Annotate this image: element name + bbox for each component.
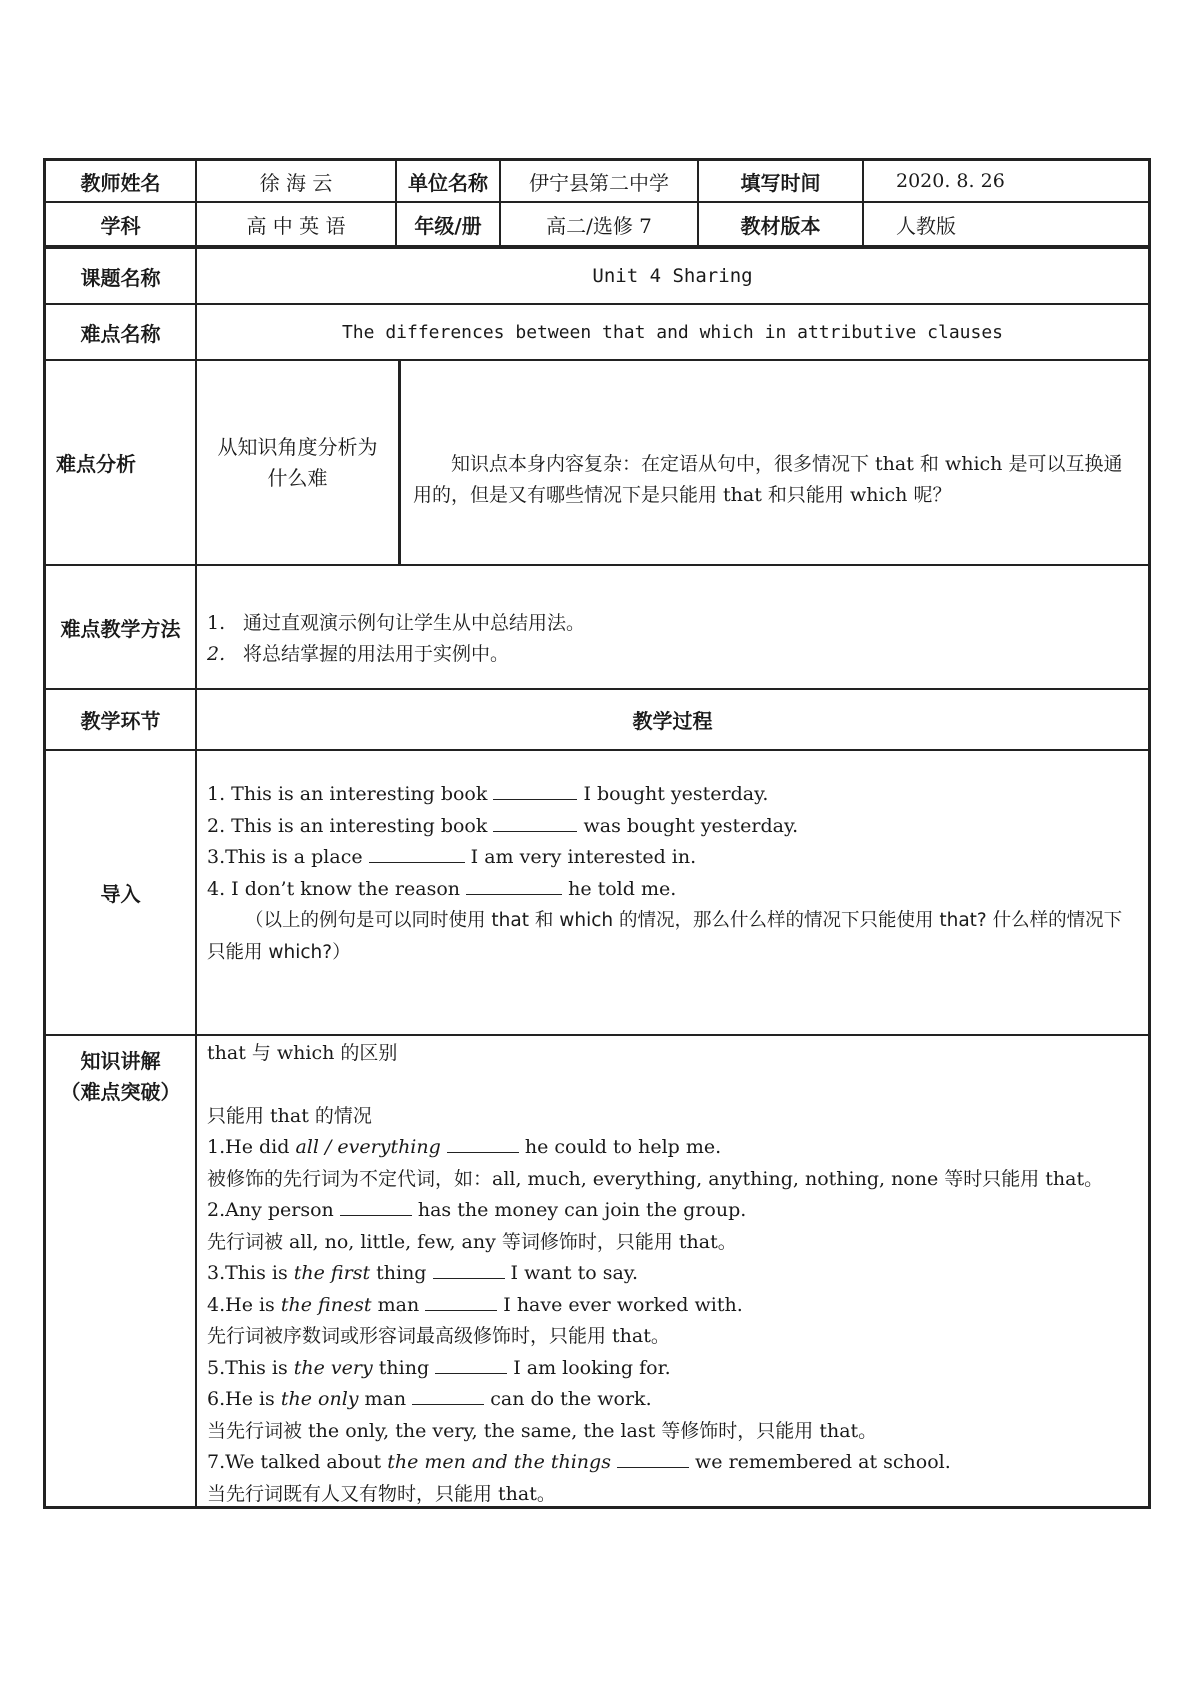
- example-sentence: [207, 1353, 1138, 1385]
- subject-value: 高 中 英 语: [197, 203, 397, 245]
- grammar-rule: 当先行词既有人又有物时，只能用 that。: [207, 1482, 556, 1505]
- difficulty-value: The differences between that and which in attributive clauses: [341, 321, 1004, 343]
- example-emphasis: the first: [293, 1262, 371, 1284]
- example-emphasis: all / everything: [295, 1136, 441, 1158]
- topic-row: [46, 247, 1148, 305]
- teacher-value: 徐 海 云: [197, 161, 397, 201]
- difficulty-label: 难点名称: [46, 305, 197, 359]
- knowledge-content: [197, 1036, 1148, 1506]
- date-label: 填写时间: [699, 161, 864, 201]
- difficulty-row: [46, 305, 1148, 361]
- analysis-label: 难点分析: [46, 361, 197, 564]
- knowledge-label-line: 知识讲解: [80, 1049, 161, 1073]
- example-part: has the money can join the group.: [411, 1199, 747, 1221]
- header-row-1: [46, 161, 1148, 203]
- grammar-rule: 当先行词被 the only, the very, the same, the last 等修饰时，只能用 that。: [207, 1419, 878, 1442]
- example-part: can do the work.: [484, 1388, 652, 1410]
- example-part: he could to help me.: [518, 1136, 722, 1158]
- lesson-plan-table: [43, 158, 1151, 1509]
- answer-blank: [425, 1292, 497, 1311]
- intro-content: [197, 751, 1148, 1034]
- example-emphasis: the very: [293, 1356, 373, 1379]
- example-part: thing: [372, 1356, 436, 1379]
- teacher-label: 教师姓名: [46, 161, 197, 201]
- intro-sentence: [207, 779, 1138, 811]
- example-part: I have ever worked with.: [497, 1293, 743, 1316]
- analysis-text-cell: [401, 361, 1148, 564]
- example-part: 4.He is: [207, 1293, 281, 1316]
- header-row-2: [46, 203, 1148, 247]
- example-emphasis: the men and the things: [387, 1451, 611, 1473]
- spacer: [207, 1070, 1138, 1101]
- answer-blank: [493, 781, 577, 800]
- intro-sentence-part: was bought yesterday.: [577, 814, 799, 837]
- example-sentence: [207, 1447, 1138, 1479]
- answer-blank: [466, 876, 562, 895]
- example-part: 7.We talked about: [207, 1451, 388, 1473]
- intro-row: [46, 751, 1148, 1036]
- method-item: [207, 639, 1138, 670]
- knowledge-row: [46, 1036, 1148, 1506]
- edition-label: 教材版本: [699, 203, 864, 245]
- topic-value: Unit 4 Sharing: [592, 265, 753, 287]
- example-part: 5.This is: [207, 1356, 294, 1379]
- method-item-text: 通过直观演示例句让学生从中总结用法。: [243, 612, 586, 634]
- answer-blank: [493, 813, 577, 832]
- intro-sentence-part: 3.This is a place: [207, 846, 369, 868]
- process-title: 教学过程: [632, 709, 713, 733]
- intro-sentence-part: I am very interested in.: [464, 846, 697, 868]
- topic-label: 课题名称: [46, 249, 197, 303]
- grade-label: 年级/册: [397, 203, 501, 245]
- answer-blank: [369, 844, 465, 863]
- example-part: 3.This is: [207, 1262, 294, 1284]
- method-item: [207, 608, 1138, 639]
- intro-sentence-part: 1. This is an interesting book: [207, 783, 494, 805]
- unit-value: 伊宁县第二中学: [501, 161, 699, 201]
- answer-blank: [435, 1355, 507, 1374]
- example-part: 6.He is: [207, 1388, 281, 1410]
- intro-sentence: [207, 874, 1138, 906]
- method-item-num: 1.: [207, 612, 226, 634]
- example-sentence: [207, 1258, 1138, 1290]
- method-label: 难点教学方法: [46, 566, 197, 688]
- answer-blank: [412, 1386, 484, 1405]
- unit-label: 单位名称: [397, 161, 501, 201]
- analysis-row: [46, 361, 1148, 566]
- intro-sentence-part: he told me.: [562, 877, 677, 900]
- knowledge-label: [46, 1036, 197, 1506]
- example-part: 2.Any person: [207, 1199, 340, 1221]
- grammar-rule: 先行词被 all, no, little, few, any 等词修饰时，只能用 that。: [207, 1230, 737, 1253]
- example-emphasis: the finest: [280, 1293, 372, 1316]
- date-value: 2020. 8. 26: [896, 170, 1005, 192]
- intro-sentence: [207, 842, 1138, 874]
- knowledge-title: that 与 which 的区别: [207, 1042, 398, 1064]
- example-sentence: [207, 1132, 1138, 1164]
- answer-blank: [433, 1260, 505, 1279]
- process-step-label: 教学环节: [46, 690, 197, 749]
- answer-blank: [447, 1134, 519, 1153]
- example-part: thing: [370, 1262, 433, 1284]
- knowledge-label-line: （难点突破）: [60, 1080, 181, 1104]
- example-part: 1.He did: [207, 1136, 296, 1158]
- example-sentence: [207, 1384, 1138, 1416]
- knowledge-subtitle: 只能用 that 的情况: [207, 1104, 372, 1127]
- intro-label: 导入: [46, 751, 197, 1034]
- grammar-rule: 被修饰的先行词为不定代词，如：all, much, everything, anything, nothing, none 等时只能用 that。: [207, 1167, 1104, 1190]
- grammar-rule: 先行词被序数词或形容词最高级修饰时，只能用 that。: [207, 1325, 670, 1347]
- process-header-row: [46, 690, 1148, 751]
- method-item-text: 将总结掌握的用法用于实例中。: [243, 643, 510, 665]
- analysis-sub-label: 从知识角度分析为什么难: [197, 361, 401, 564]
- answer-blank: [617, 1449, 689, 1468]
- method-list: [197, 566, 1148, 688]
- intro-sentence-part: I bought yesterday.: [577, 783, 769, 805]
- intro-sentence-part: 4. I don’t know the reason: [207, 877, 467, 900]
- intro-sentence: [207, 811, 1138, 843]
- example-sentence: [207, 1290, 1138, 1322]
- example-part: man: [358, 1388, 413, 1410]
- method-row: [46, 566, 1148, 690]
- method-item-num: 2.: [207, 643, 226, 665]
- example-sentence: [207, 1195, 1138, 1227]
- intro-note: （以上的例句是可以同时使用 that 和 which 的情况，那么什么样的情况下只能使用 that? 什么样的情况下只能用 which?）: [207, 910, 1123, 963]
- example-part: we remembered at school.: [689, 1451, 951, 1473]
- example-part: man: [371, 1293, 426, 1316]
- answer-blank: [340, 1197, 412, 1216]
- edition-value: 人教版: [896, 213, 956, 238]
- analysis-text: 知识点本身内容复杂：在定语从句中，很多情况下 that 和 which 是可以互换通用的，但是又有哪些情况下是只能用 that 和只能用 which 呢？: [413, 453, 1123, 506]
- example-part: I am looking for.: [507, 1356, 671, 1379]
- example-emphasis: the only: [280, 1388, 359, 1410]
- example-part: I want to say.: [504, 1262, 639, 1284]
- intro-sentence-part: 2. This is an interesting book: [207, 814, 494, 837]
- subject-label: 学科: [46, 203, 197, 245]
- grade-value: 高二/选修 7: [501, 203, 699, 245]
